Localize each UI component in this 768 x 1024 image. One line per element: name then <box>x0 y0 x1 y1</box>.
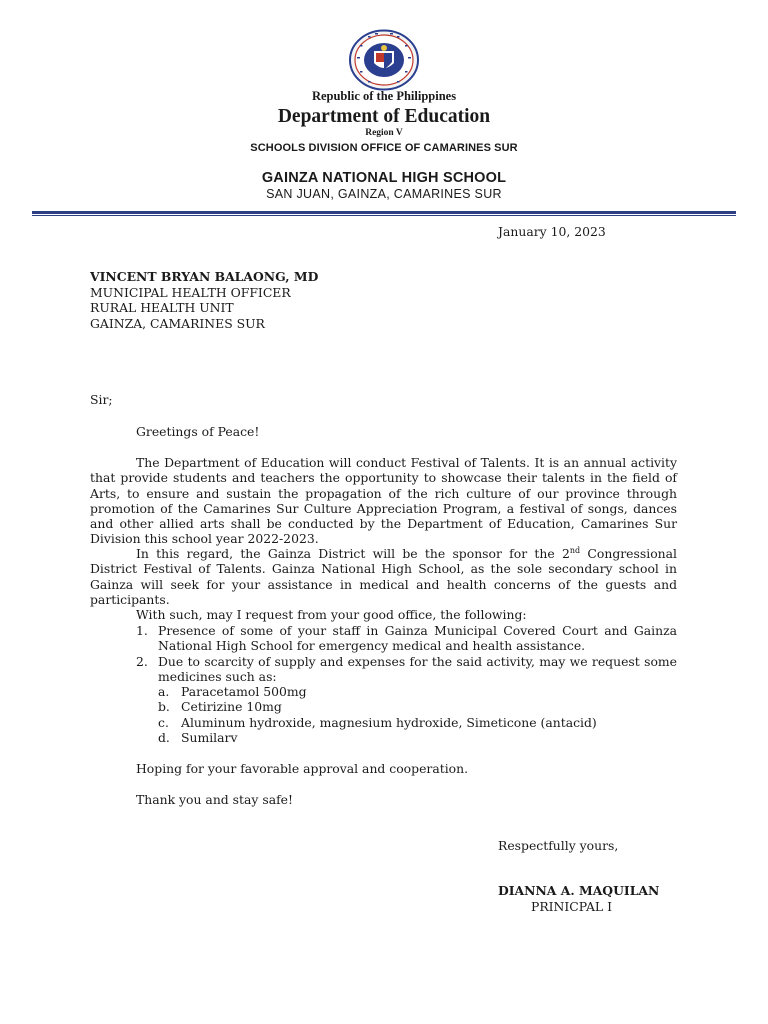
medicine-item <box>158 715 677 730</box>
medicine-letter: a. <box>158 684 170 700</box>
medicine-item <box>158 684 677 699</box>
medicine-text: Paracetamol 500mg <box>181 684 307 700</box>
recipient-position: MUNICIPAL HEALTH OFFICER <box>90 284 291 300</box>
paragraph-sponsor-before: In this regard, the Gainza District will be the sponsor for the 2 <box>136 546 570 561</box>
recipient-address: GAINZA, CAMARINES SUR <box>90 315 265 331</box>
list-item-text: Due to scarcity of supply and expenses for the said activity, may we request some medicines such as: <box>158 653 677 684</box>
salutation: Sir; <box>90 392 113 407</box>
thanks-line: Thank you and stay safe! <box>136 792 293 807</box>
ordinal-superscript: nd <box>569 546 581 555</box>
list-item-number: 2. <box>136 653 148 669</box>
list-item <box>136 654 677 746</box>
medicine-letter: b. <box>158 699 170 715</box>
recipient-name: VINCENT BRYAN BALAONG, MD <box>90 269 319 284</box>
paragraph-sponsor-after: Congressional District Festival of Talents. Gainza National High School, as the sole secondary school in Gainza will seek for your assistance in medical and health concerns of the guests and participants. <box>90 546 677 607</box>
recipient-office: RURAL HEALTH UNIT <box>90 300 234 315</box>
request-list <box>136 623 677 745</box>
header-division-office: SCHOOLS DIVISION OFFICE OF CAMARINES SUR <box>250 142 518 154</box>
recipient-block <box>90 269 318 331</box>
medicine-list <box>158 684 677 745</box>
list-item-number: 1. <box>136 623 148 638</box>
paragraph-festival: The Department of Education will conduct Festival of Talents. It is an annual activity that provide students and teachers the opportunity to showcase their talents in the field of Arts, to ensure and sustain the propagation of the rich culture of our province through promotion of the Camarines Sur Culture Appreciation Program, a festival of songs, dances and other allied arts shall be conducted by the Department of Education, Camarines Sur Division this school year 2022-2023. <box>90 455 677 547</box>
header-divider-thick <box>32 211 736 214</box>
header-school-name: GAINZA NATIONAL HIGH SCHOOL <box>261 170 507 186</box>
signatory-name: DIANNA A. MAQUILAN <box>498 883 660 898</box>
hoping-line: Hoping for your favorable approval and cooperation. <box>136 761 469 776</box>
medicine-text: Cetirizine 10mg <box>181 699 282 715</box>
header-republic: Republic of the Philippines <box>311 89 457 103</box>
header-divider-thin <box>32 215 736 216</box>
medicine-text: Sumilarv <box>181 730 238 746</box>
letter-date: January 10, 2023 <box>498 224 606 239</box>
paragraph-request-intro: With such, may I request from your good office, the following: <box>136 607 527 622</box>
greeting: Greetings of Peace! <box>136 424 260 439</box>
list-item <box>136 623 677 654</box>
header-department: Department of Education <box>277 106 491 127</box>
signatory-title: PRINICPAL I <box>531 899 612 914</box>
medicine-letter: c. <box>158 714 169 730</box>
medicine-letter: d. <box>158 730 170 746</box>
paragraph-sponsor <box>90 546 677 607</box>
header-school-address: SAN JUAN, GAINZA, CAMARINES SUR <box>266 187 502 201</box>
medicine-text: Aluminum hydroxide, magnesium hydroxide, Simeticone (antacid) <box>181 714 597 730</box>
closing: Respectfully yours, <box>498 838 619 853</box>
medicine-item <box>158 699 677 714</box>
medicine-item <box>158 730 677 745</box>
deped-seal-icon <box>348 29 420 91</box>
header-region: Region V <box>365 128 403 138</box>
list-item-text: Presence of some of your staff in Gainza Municipal Covered Court and Gainza National High School for emergency medical and health assistance. <box>158 623 677 654</box>
